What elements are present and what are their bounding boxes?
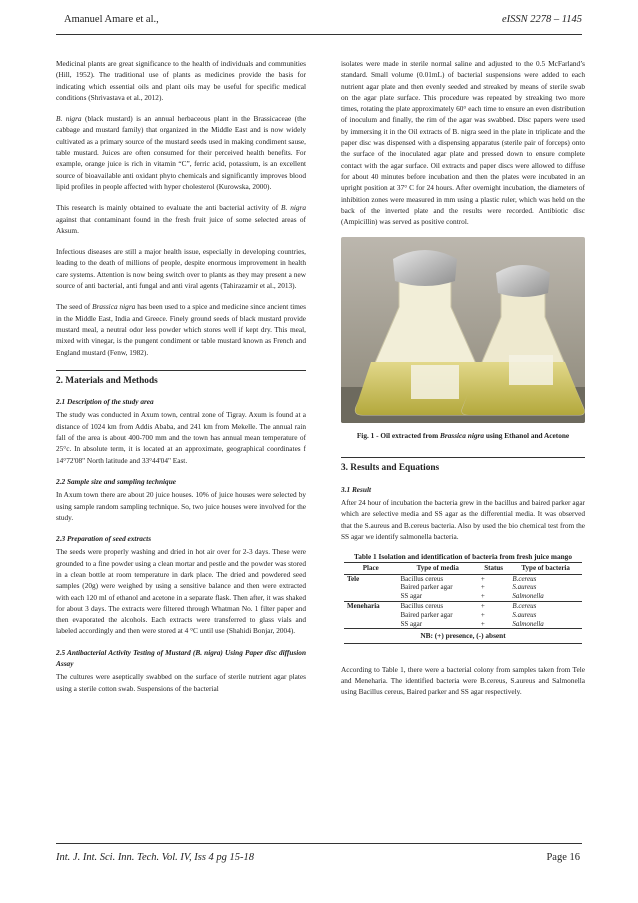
flasks-illustration bbox=[341, 237, 585, 423]
table-cell bbox=[344, 583, 398, 592]
header-issn: eISSN 2278 – 1145 bbox=[501, 14, 582, 25]
table-cell: + bbox=[478, 592, 509, 601]
table-header-row bbox=[344, 562, 582, 574]
table-header-cell: Type of media bbox=[398, 562, 478, 574]
subsection-heading-antibacterial: 2.5 Antibacterial Activity Testing of Mustard (B. nigra) Using Paper disc diffusion Assay bbox=[56, 647, 306, 669]
caption-text: Fig. 1 - Oil extracted from bbox=[356, 431, 440, 441]
mustard-oil-flasks-photo bbox=[341, 237, 585, 423]
table-row bbox=[344, 611, 582, 620]
paragraph-text: The seed of bbox=[56, 302, 93, 312]
caption-text: using Ethanol and Acetone bbox=[484, 431, 570, 441]
paragraph-text: has been used to a spice and medicine since ancient times in the Middle East, India and Greece. Finely ground seeds of black mustard provide mustard meal, a neutral odor less powder which stores well if kept dry. This meal, mixed with vinegar, is the pungent condiment or table mustard known as French and England mustard (Fenw, 1982). bbox=[56, 302, 306, 357]
table-cell: S.aureus bbox=[512, 610, 537, 619]
footer-rule bbox=[56, 843, 582, 844]
table-cell: + bbox=[480, 610, 485, 619]
species-name: Brassica nigra bbox=[440, 431, 484, 441]
extracts-paragraph: The seeds were properly washing and dried in hot air over for 2-3 days. These were grounded to a fine powder using a clean mortar and pestle and the powder was stored in a clean bottle at room temperature in dark place. The dried and powdered seed samples (20g) were weighed by using a sensitive balance and then were extracted with each 120 ml of ethanol and acetone in a separate flask. Then after, it was shaked for about 3 days. The extracts were filtered through Whatman No. 1 filter paper and then evaporated the alcohols. Each extracts were transferred to glass vials and labeled accordingly and then were stored at 4 °C until use (Shahidi Bonjar, 2004). bbox=[56, 547, 306, 636]
table-cell bbox=[344, 620, 398, 629]
result-paragraph: After 24 hour of incubation the bacteria grew in the bacillus and baired parker agar which are selective media and SS agar as the differential media. It was observed that the S.aureus and B.cereus bacteria. Also by used the bio chemical test from the SS agar we identify salmonella bacteria. bbox=[341, 498, 585, 541]
subsection-heading-sampling: 2.2 Sample size and sampling technique bbox=[56, 476, 177, 486]
table-cell bbox=[344, 592, 398, 601]
intro-paragraph-4: Infectious diseases are still a major health issue, especially in developing countries, leading to the death of millions of people, despite enormous improvement in health care systems. Attention is now being switch over to plants as they may present a new source of anti bacterial, anti fungal and anti viral agents (Tahirazamir et al., 2013). bbox=[56, 247, 306, 291]
table-cell: B.cereus bbox=[512, 601, 537, 610]
table-cell: Baired parker agar bbox=[400, 610, 453, 619]
table-cell: + bbox=[480, 601, 485, 610]
antibacterial-paragraph: The cultures were aseptically swabbed on the surface of sterile nutrient agar plates using a sterile cotton swab. Suspensions of the bacterial bbox=[56, 672, 306, 693]
table-cell bbox=[344, 611, 398, 620]
table-header-cell: Status bbox=[478, 562, 509, 574]
paragraph-text: This research is mainly obtained to evaluate the anti bacterial activity of bbox=[56, 203, 282, 213]
species-name: B. nigra bbox=[56, 114, 82, 124]
table-cell: Bacillus cereus bbox=[400, 574, 444, 583]
table-row bbox=[344, 601, 582, 610]
right-column bbox=[341, 58, 585, 708]
table-note: NB: (+) presence, (-) absent bbox=[344, 629, 582, 643]
table-title: Table 1 Isolation and identification of bacteria from fresh juice mango bbox=[354, 552, 572, 562]
table-cell: SS agar bbox=[398, 620, 478, 629]
table-cell: S.aureus bbox=[512, 583, 537, 592]
table-row bbox=[344, 592, 582, 601]
table-cell: Tele bbox=[347, 574, 360, 583]
table-cell: B.cereus bbox=[512, 574, 537, 583]
table-cell: Bacillus cereus bbox=[400, 601, 444, 610]
methods-continued-paragraph: isolates were made in sterile normal saline and adjusted to the 0.5 McFarland’s standard. Small volume (0.01mL) of bacterial suspensions were added to each nutrient agar plate and then evenly seeded and streaked by means of sterile swab on the agar plate surface. This procedure was repeated by streaking two more times, rotating the plate approximately 60° each time to ensure an even distribution of inoculum and finally, the rim of the agar was swabbed. Disc papers were used by immersing it in the Oil extracts of B. nigra seed in the plate in triplicate and the paper disc was dispensed with a dispensing apparatus (sterile pair of forceps) onto the surface of the inoculated agar plate and pressed down to ensure complete contact with the agar surface. Oil extracts and paper discs were allowed to diffuse for about 40 minutes before incubation and then the plates were incubated in an upright position at 37° C for 24 hours. After overnight incubation, the diameters of inhibition zones were measured in mm using a plastic ruler, which was held on the back of the inverted plate and the results were recorded. Antibiotic disc (Ampicillin) was served as positive control. bbox=[341, 59, 585, 227]
table-cell: + bbox=[480, 574, 485, 583]
paragraph-text: against that contaminant found in the fresh fruit juice of some selected areas of Aksum. bbox=[56, 214, 306, 235]
intro-paragraph-1: Medicinal plants are great significance to the health of individuals and communities (Hill, 1952). The traditional use of plants as medicines provide the basis for indicating which essential oils and plant oils may be useful for specific medical conditions (Shrivastava et al., 2012). bbox=[56, 59, 306, 102]
table-row bbox=[344, 583, 582, 592]
table-cell: Salmonella bbox=[509, 620, 582, 629]
intro-paragraph-3 bbox=[56, 202, 306, 236]
intro-paragraph-2 bbox=[56, 113, 306, 192]
header-rule bbox=[56, 34, 582, 35]
table-header-cell: Place bbox=[344, 562, 398, 574]
left-column bbox=[56, 58, 306, 704]
figure-caption bbox=[341, 431, 585, 441]
table-cell: + bbox=[480, 583, 485, 592]
sampling-paragraph: In Axum town there are about 20 juice houses. 10% of juice houses were selected by using sample random sampling technique. So, two juice houses were involved for the study. bbox=[56, 490, 306, 522]
conclusion-paragraph: According to Table 1, there were a bacterial colony from samples taken from Tele and Meneharia. The identified bacteria were B.cereus, S.aureus and Salmonella using Bacillus cereus, Baired parker and SS agar respectively. bbox=[341, 664, 585, 697]
table-cell: + bbox=[478, 620, 509, 629]
subsection-heading-extracts: 2.3 Preparation of seed extracts bbox=[56, 534, 152, 544]
table-cell: Meneharia bbox=[347, 601, 380, 610]
table-header-cell: Type of bacteria bbox=[509, 562, 582, 574]
paragraph-text: (black mustard) is an annual herbaceous plant in the Brassicaceae (the cabbage and mustard family) that organized in the Middle East and is now widely cultivated as a primary source of the mustard seeds used in making condiment sause, table mustard. Juices are often consumed for their perceived health benefits. For example, orange juice is rich in vitamin “C”, ferric acid, potassium, is an excellent source of bioavailable anti oxidant phyto chemicals and significantly improves blood lipid profiles in people affected with hyper cholesterol (Kurowska, 2000). bbox=[56, 114, 306, 191]
footer-page-number: Page 16 bbox=[546, 852, 580, 863]
table-cell: Salmonella bbox=[509, 592, 582, 601]
section-heading-results: 3. Results and Equations bbox=[341, 457, 585, 474]
footer-journal: Int. J. Int. Sci. Inn. Tech. Vol. IV, Iss 4 pg 15-18 bbox=[56, 852, 255, 863]
subsection-heading-study-area: 2.1 Description of the study area bbox=[56, 397, 154, 407]
subsection-heading-result: 3.1 Result bbox=[341, 484, 372, 494]
study-area-paragraph: The study was conducted in Axum town, central zone of Tigray. Axum is found at a distance of 1024 km from Addis Ababa, and 241 km from Mekelle. The annual rain fall of the area is about 400-700 mm and the town has annual mean temperature of 25°c. In absolute term, it is located at an approximate, geographical coordinates f 14°72'08" North latitude and 33°44'04" East. bbox=[56, 410, 306, 465]
table-cell: Baired parker agar bbox=[400, 583, 453, 592]
header-author: Amanuel Amare et al., bbox=[64, 14, 159, 25]
table-row bbox=[344, 620, 582, 629]
table-row bbox=[344, 574, 582, 583]
table-cell: SS agar bbox=[398, 592, 478, 601]
species-name: B. nigra bbox=[281, 203, 307, 213]
species-name: Brassica nigra bbox=[92, 302, 136, 312]
section-heading-materials: 2. Materials and Methods bbox=[56, 370, 306, 387]
results-table bbox=[344, 562, 582, 630]
intro-paragraph-5 bbox=[56, 301, 306, 357]
